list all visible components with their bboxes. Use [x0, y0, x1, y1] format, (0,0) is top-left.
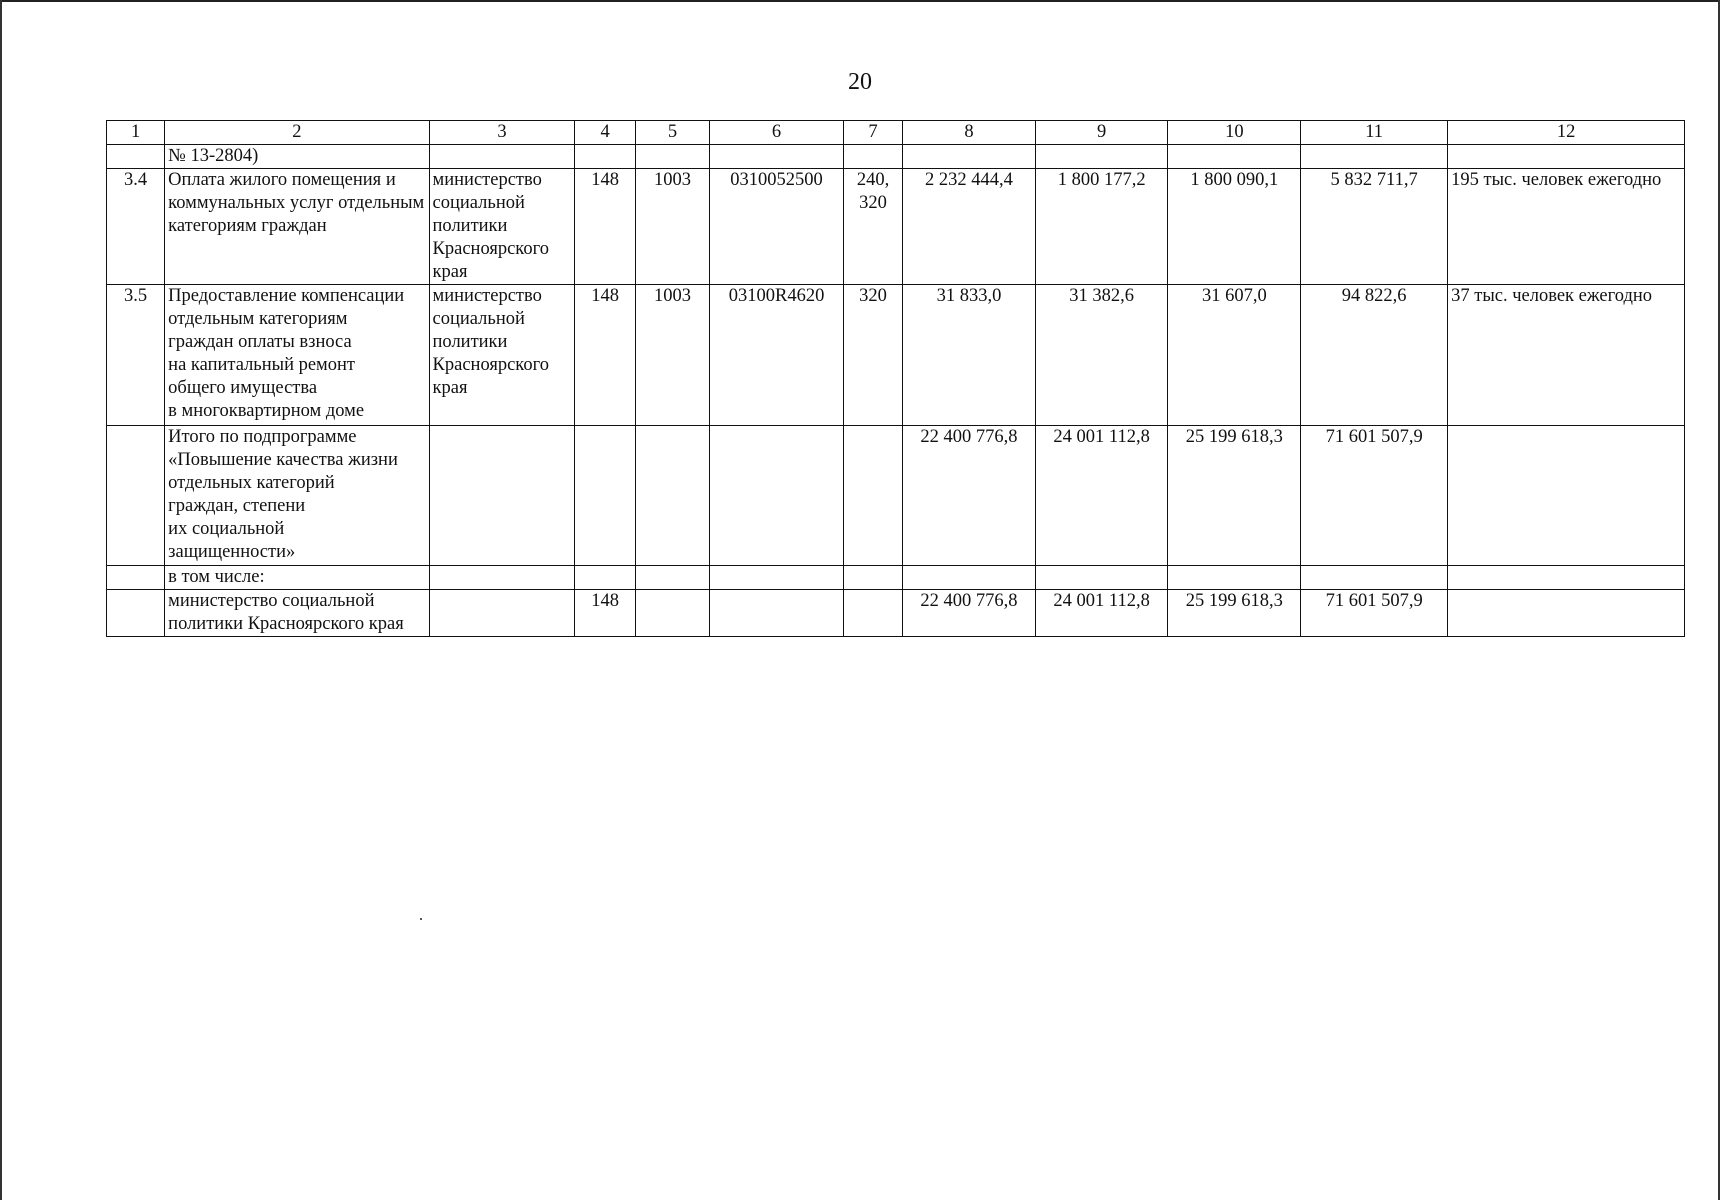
cell-col6	[710, 566, 844, 590]
cell-col6: 03100R4620	[710, 285, 844, 426]
column-header: 1	[107, 121, 165, 145]
column-header: 3	[429, 121, 575, 145]
cell-col4: 148	[575, 285, 635, 426]
cell-col7	[843, 145, 902, 169]
cell-name: Предоставление компенсации отдельным категориям граждан оплаты взноса на капитальный ремонт общего имущества в многоквартирном доме	[165, 285, 429, 426]
cell-col4	[575, 145, 635, 169]
cell-agency: министерство социальной политики Красноярского края	[429, 285, 575, 426]
cell-result: 195 тыс. человек ежегодно	[1448, 169, 1685, 285]
cell-col9	[1035, 145, 1168, 169]
cell-col6	[710, 426, 844, 566]
cell-col7	[843, 566, 902, 590]
table-row	[107, 169, 1685, 285]
cell-name: в том числе:	[165, 566, 429, 590]
column-header: 2	[165, 121, 429, 145]
cell-col8	[903, 566, 1036, 590]
cell-col11	[1301, 145, 1448, 169]
column-header: 11	[1301, 121, 1448, 145]
cell-col9: 24 001 112,8	[1035, 590, 1168, 637]
cell-col4: 148	[575, 169, 635, 285]
page-number: 20	[848, 69, 872, 95]
cell-agency	[429, 426, 575, 566]
cell-col6: 0310052500	[710, 169, 844, 285]
cell-col4: 148	[575, 590, 635, 637]
column-header: 4	[575, 121, 635, 145]
cell-col7	[843, 426, 902, 566]
scan-border-top	[0, 0, 1720, 2]
scan-speck	[420, 918, 422, 920]
cell-agency	[429, 566, 575, 590]
column-header: 10	[1168, 121, 1301, 145]
cell-name: № 13-2804)	[165, 145, 429, 169]
cell-col8: 22 400 776,8	[903, 590, 1036, 637]
cell-name: Оплата жилого помещения и коммунальных услуг отдельным категориям граждан	[165, 169, 429, 285]
cell-col10	[1168, 566, 1301, 590]
table-row	[107, 285, 1685, 426]
cell-col10	[1168, 145, 1301, 169]
cell-col6	[710, 145, 844, 169]
cell-result	[1448, 590, 1685, 637]
cell-col5	[635, 566, 710, 590]
cell-number: 3.5	[107, 285, 165, 426]
cell-col5	[635, 426, 710, 566]
cell-agency: министерство социальной политики Красноярского края	[429, 169, 575, 285]
cell-agency	[429, 145, 575, 169]
table-row	[107, 426, 1685, 566]
cell-col11: 5 832 711,7	[1301, 169, 1448, 285]
column-header: 6	[710, 121, 844, 145]
cell-result	[1448, 566, 1685, 590]
cell-col4	[575, 426, 635, 566]
cell-col7	[843, 590, 902, 637]
cell-number	[107, 426, 165, 566]
cell-result	[1448, 426, 1685, 566]
cell-number	[107, 145, 165, 169]
cell-col9: 1 800 177,2	[1035, 169, 1168, 285]
cell-col4	[575, 566, 635, 590]
cell-col8: 31 833,0	[903, 285, 1036, 426]
cell-result: 37 тыс. человек ежегодно	[1448, 285, 1685, 426]
cell-name: Итого по подпрограмме «Повышение качества жизни отдельных категорий граждан, степени их социальной защищенности»	[165, 426, 429, 566]
cell-result	[1448, 145, 1685, 169]
table-row	[107, 590, 1685, 637]
budget-table	[106, 120, 1685, 637]
cell-col5	[635, 145, 710, 169]
cell-number	[107, 590, 165, 637]
cell-col5: 1003	[635, 285, 710, 426]
cell-col11	[1301, 566, 1448, 590]
scan-border-left	[0, 0, 2, 1200]
column-header: 7	[843, 121, 902, 145]
cell-col5: 1003	[635, 169, 710, 285]
table-row	[107, 145, 1685, 169]
cell-col11: 94 822,6	[1301, 285, 1448, 426]
cell-col8: 22 400 776,8	[903, 426, 1036, 566]
cell-col8: 2 232 444,4	[903, 169, 1036, 285]
cell-number: 3.4	[107, 169, 165, 285]
cell-col10: 31 607,0	[1168, 285, 1301, 426]
cell-col5	[635, 590, 710, 637]
table-row	[107, 566, 1685, 590]
cell-col7: 320	[843, 285, 902, 426]
cell-col11: 71 601 507,9	[1301, 590, 1448, 637]
cell-col10: 1 800 090,1	[1168, 169, 1301, 285]
column-header: 9	[1035, 121, 1168, 145]
header-row	[107, 121, 1685, 145]
column-header: 8	[903, 121, 1036, 145]
cell-col9	[1035, 566, 1168, 590]
cell-col9: 31 382,6	[1035, 285, 1168, 426]
column-header: 5	[635, 121, 710, 145]
cell-agency	[429, 590, 575, 637]
cell-name: министерство социальной политики Красноярского края	[165, 590, 429, 637]
cell-col10: 25 199 618,3	[1168, 590, 1301, 637]
column-header: 12	[1448, 121, 1685, 145]
cell-col9: 24 001 112,8	[1035, 426, 1168, 566]
cell-col10: 25 199 618,3	[1168, 426, 1301, 566]
cell-col8	[903, 145, 1036, 169]
cell-col6	[710, 590, 844, 637]
cell-number	[107, 566, 165, 590]
cell-col7: 240, 320	[843, 169, 902, 285]
cell-col11: 71 601 507,9	[1301, 426, 1448, 566]
